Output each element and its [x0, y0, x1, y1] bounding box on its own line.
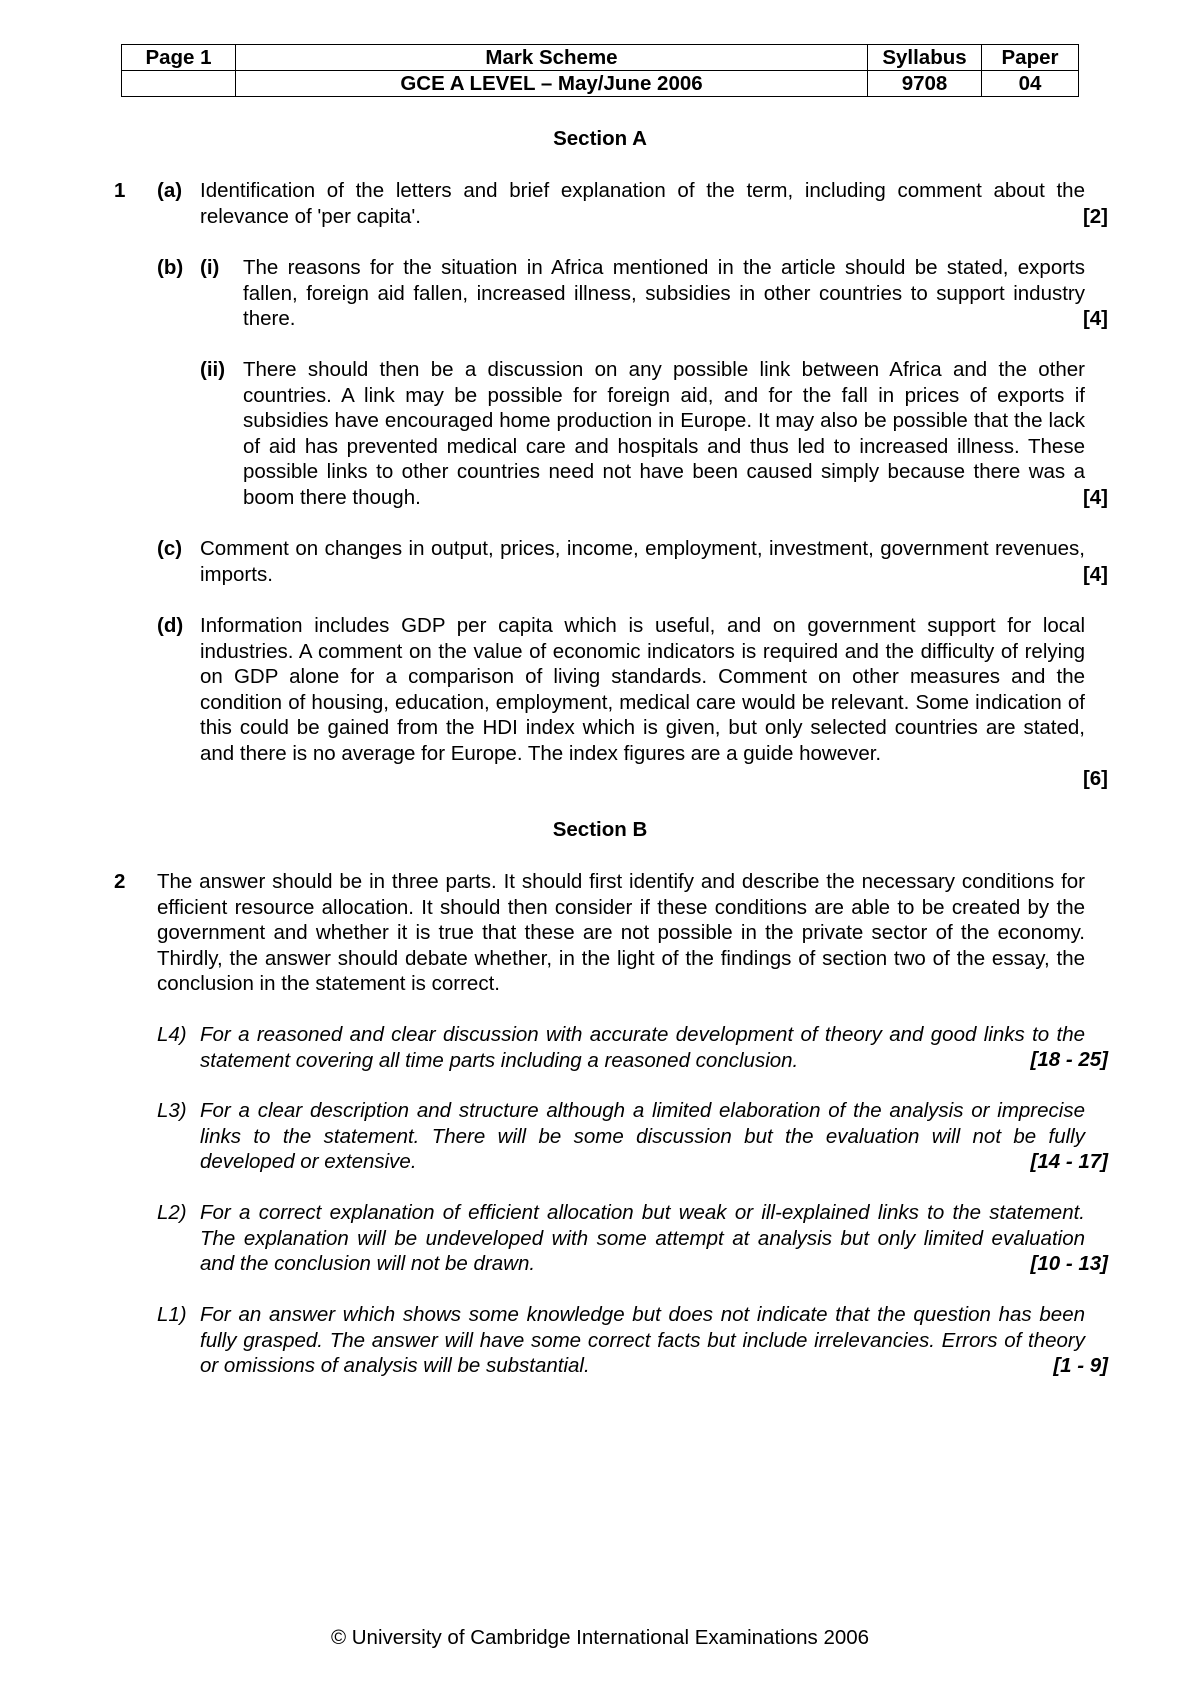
question-number: 2	[114, 870, 126, 893]
part-label: (a)	[157, 179, 183, 202]
section-a-title: Section A	[553, 127, 647, 150]
section-b-title: Section B	[552, 818, 648, 841]
mark: [6]	[1082, 767, 1108, 790]
mark: [4]	[1082, 563, 1108, 586]
level-label: L1)	[157, 1303, 187, 1326]
mark: [18 - 25]	[1030, 1048, 1108, 1071]
header-row	[122, 45, 1079, 71]
header-table	[121, 44, 1079, 97]
level-label: L2)	[157, 1201, 187, 1224]
mark: [1 - 9]	[1053, 1354, 1108, 1377]
part-label: (d)	[157, 614, 184, 637]
question-2-text: The answer should be in three parts. It should first identify and describe the necessary conditions for efficient resource allocation. It should then consider if these conditions are able to be created by the government and whether it is true that these are not possible in the private sector of the economy. Thirdly, the answer should debate whether, in the light of the findings of section two of the essay, the conclusion in the statement is correct.	[157, 870, 1085, 995]
part-a-text: Identification of the letters and brief explanation of the term, including comment about the relevance of 'per capita'.	[200, 179, 1085, 228]
level-3-text: For a clear description and structure although a limited elaboration of the analysis or imprecise links to the statement. There will be some discussion but the evaluation will not be fully developed or extensive.	[200, 1099, 1085, 1173]
part-label: (b)	[157, 256, 184, 279]
level-2-text: For a correct explanation of efficient allocation but weak or ill-explained links to the statement. The explanation will be undeveloped with some attempt at analysis but only limited evaluation and the conclusion will not be drawn.	[200, 1201, 1085, 1275]
footer-copyright: © University of Cambridge International Examinations 2006	[330, 1626, 870, 1649]
question-number: 1	[114, 179, 126, 202]
header-empty-cell	[122, 71, 236, 97]
header-syllabus-code: 9708	[868, 71, 982, 97]
part-label: (c)	[157, 537, 183, 560]
mark: [14 - 17]	[1030, 1150, 1108, 1173]
level-label: L4)	[157, 1023, 187, 1046]
level-4-text: For a reasoned and clear discussion with accurate development of theory and good links to the statement covering all time parts including a reasoned conclusion.	[200, 1023, 1085, 1072]
header-exam: GCE A LEVEL – May/June 2006	[236, 71, 868, 97]
sub-part-label: (ii)	[200, 358, 226, 381]
level-1-text: For an answer which shows some knowledge but does not indicate that the question has been fully grasped. The answer will have some correct facts but include irrelevancies. Errors of theory or omissions of analysis will be substantial.	[200, 1303, 1085, 1377]
header-page: Page 1	[122, 45, 236, 71]
header-paper-number: 04	[982, 71, 1079, 97]
mark: [2]	[1082, 205, 1108, 228]
part-b-ii-text: There should then be a discussion on any possible link between Africa and the other countries. A link may be possible for foreign aid, and for the fall in prices of exports if subsidies have encouraged home production in Europe. It may also be possible that the lack of aid has prevented medical care and hospitals and thus led to increased illness. These possible links to other countries need not have been caused simply because there was a boom there though.	[243, 358, 1085, 509]
mark: [10 - 13]	[1030, 1252, 1108, 1275]
part-d-text: Information includes GDP per capita which is useful, and on government support for local industries. A comment on the value of economic indicators is required and the difficulty of relying on GDP alone for a comparison of living standards. Comment on other measures and the condition of housing, education, employment, medical care would be relevant. Some indication of this could be gained from the HDI index which is given, but only selected countries are stated, and there is no average for Europe. The index figures are a guide however.	[200, 614, 1085, 765]
level-label: L3)	[157, 1099, 187, 1122]
header-syllabus-label: Syllabus	[868, 45, 982, 71]
part-b-i-text: The reasons for the situation in Africa mentioned in the article should be stated, exports fallen, foreign aid fallen, increased illness, subsidies in other countries to support industry there.	[243, 256, 1085, 330]
header-title: Mark Scheme	[236, 45, 868, 71]
header-row	[122, 71, 1079, 97]
sub-part-label: (i)	[200, 256, 220, 279]
part-c-text: Comment on changes in output, prices, income, employment, investment, government revenues, imports.	[200, 537, 1085, 586]
mark: [4]	[1082, 486, 1108, 509]
header-paper-label: Paper	[982, 45, 1079, 71]
mark: [4]	[1082, 307, 1108, 330]
